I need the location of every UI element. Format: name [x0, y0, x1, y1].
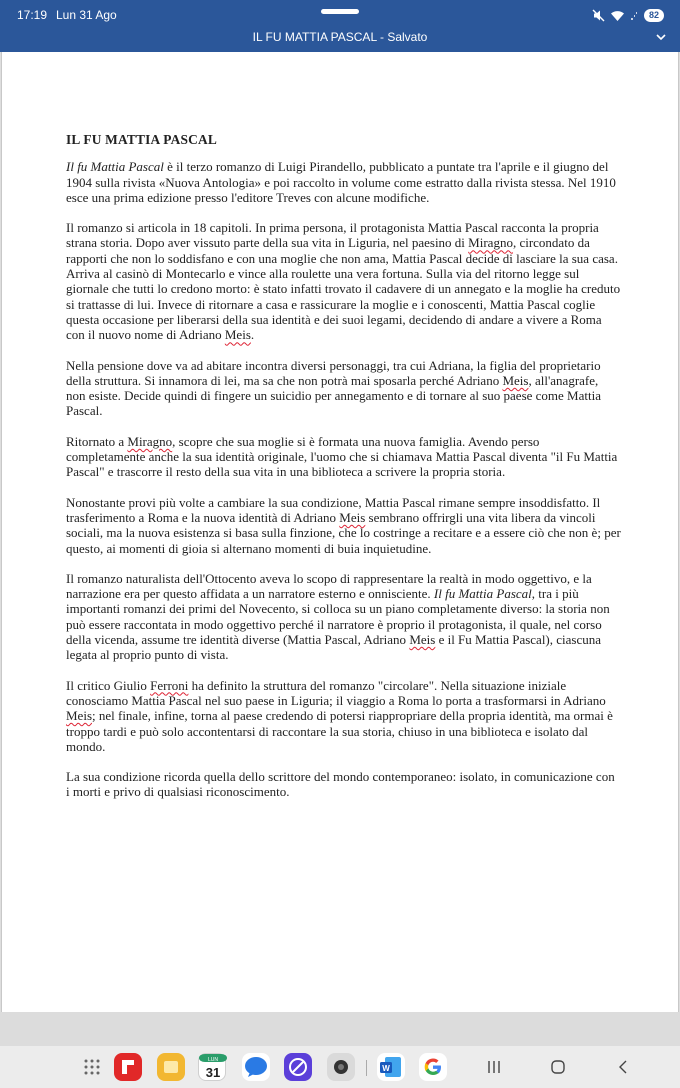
calendar-month: LUN [207, 1057, 219, 1063]
italic-title: Il fu Mattia Pascal [433, 586, 532, 602]
italic-title: Il fu Mattia Pascal [66, 159, 164, 175]
document-heading: IL FU MATTIA PASCAL [66, 132, 217, 147]
camera-icon[interactable] [327, 1053, 355, 1081]
paragraph-3 [66, 358, 621, 419]
messages-icon[interactable] [242, 1053, 270, 1081]
flipboard-icon[interactable] [114, 1053, 142, 1081]
document-page[interactable] [1, 52, 679, 1012]
document-title[interactable]: IL FU MATTIA PASCAL - Salvato [252, 30, 428, 44]
wifi-icon [610, 9, 625, 22]
spellcheck-word[interactable]: Meis [66, 708, 92, 724]
chevron-down-icon[interactable] [654, 30, 668, 44]
paragraph-text: ha definito la struttura del romanzo "circolare". Nella situazione iniziale conosciamo Mattia Pascal nel suo paese in Liguria; il viaggio a Roma lo porta a trasformarsi in Adriano [66, 677, 606, 708]
spellcheck-word[interactable]: Meis [502, 372, 529, 388]
spellcheck-word[interactable]: Meis [409, 632, 436, 648]
multiwindow-handle[interactable] [321, 9, 359, 14]
paragraph-text: Il critico Giulio [66, 677, 151, 693]
paragraph-text: , circondato da rapporti che non lo soddisfano e con una moglie che non ama, Mattia Pascal decide di lasciare la sua casa. Arriva al casinò di Montecarlo e vince alla roulette una vera fortuna. Sulla via del ritorno legge sul giornale che tutti lo credono morto: è stato infatti trovato il cadavere di un annegato e la moglie ha creduto si trattasse di lui. Invece di ritornare a casa e rassicurare la moglie e i conoscenti, Mattia Pascal coglie questa occasione per liberarsi della sua identità e dei suoi legami, decidendo di andare a vivere a Roma con il nuovo nome di Adriano [66, 235, 621, 343]
calendar-day: 31 [205, 1065, 221, 1080]
taskbar [0, 1046, 680, 1088]
paragraph-text: è il terzo romanzo di Luigi Pirandello, pubblicato a puntate tra l'aprile e il giugno del 1904 sulla rivista «Nuova Antologia» e poi raccolto in volume come estratto dalla rivista stessa. Nel 1910 esce una prima edizione presso l'editore Treves con alcune modifiche. [66, 159, 616, 205]
paragraph-text: , scopre che sua moglie si è formata una nuova famiglia. Avendo perso completamente anche la sua identità originale, l'uomo che si chiamava Mattia Pascal diventa "il Fu Mattia Pascal" e trascorre il resto della sua vita in una biblioteca a scrivere la propria storia. [66, 433, 618, 480]
title-bar [0, 0, 680, 52]
paragraph-text: Il romanzo naturalista dell'Ottocento aveva lo scopo di rappresentare la realtà in modo oggettivo, e la narrazione era per questo affidata a un narratore esterno e onnisciente. [66, 570, 592, 602]
dock-divider [366, 1060, 367, 1076]
paragraph-text: , tra i più importanti romanzi dei primi del Novecento, si colloca su un piano completamente diverso: la storia non può essere raccontata in modo oggettivo perché il narratore è proprio il protagonista, il quale, nel corso della vicenda, assume tre identità diverse (Mattia Pascal, Adriano [66, 586, 610, 648]
back-icon[interactable] [614, 1058, 632, 1076]
paragraph-2 [66, 220, 621, 342]
svg-text:W: W [382, 1064, 390, 1073]
paragraph-6 [66, 571, 621, 663]
notes-icon[interactable] [157, 1053, 185, 1081]
spellcheck-word[interactable]: Ferroni [150, 677, 189, 693]
paragraph-text: , all'anagrafe, non esiste. Decide quindi di fingere un suicidio per annegamento e di tornare al suo paese come Mattia Pascal. [66, 372, 601, 419]
page-gap [0, 1012, 680, 1046]
paragraph-text: sembrano offrirgli una vita libera da vincoli sociali, ma la nuova esistenza si basa sulla finzione, che lo costringe a recitare e a essere ciò che non è; per questo, ai momenti di gioia si alternano momenti di buia inquietudine. [66, 509, 621, 556]
calendar-icon[interactable] [198, 1053, 226, 1081]
battery-indicator: 82 [644, 9, 664, 22]
word-icon[interactable] [377, 1053, 405, 1081]
document-body[interactable] [66, 132, 621, 815]
paragraph-text: . [250, 327, 255, 343]
paragraph-5 [66, 495, 621, 556]
spellcheck-word[interactable]: Meis [224, 327, 251, 343]
paragraph-text: Ritornato a [66, 433, 128, 449]
paragraph-text: e il Fu Mattia Pascal), ciascuna legata al proprio punto di vista. [66, 632, 602, 663]
paragraph-text: Nonostante provi più volte a cambiare la sua condizione, Mattia Pascal rimane sempre insoddisfatto. Il trasferimento a Roma e la nuova identità di Adriano [66, 494, 601, 525]
app-drawer-icon[interactable] [78, 1053, 106, 1081]
recents-icon[interactable] [485, 1058, 503, 1076]
paragraph-1 [66, 159, 621, 205]
mute-icon [592, 9, 605, 22]
status-icons [592, 7, 664, 23]
spellcheck-word[interactable]: Meis [339, 509, 366, 525]
internet-icon[interactable] [284, 1053, 312, 1081]
google-icon[interactable] [419, 1053, 447, 1081]
paragraph-7 [66, 678, 621, 754]
spellcheck-word[interactable]: Miragno [127, 433, 173, 449]
status-date: Lun 31 Ago [56, 8, 117, 22]
paragraph-text: Nella pensione dove va ad abitare incontra diversi personaggi, tra cui Adriana, la figlia del proprietario della struttura. Si innamora di lei, ma sa che non potrà mai sposarla perché Adriano [66, 357, 601, 388]
home-icon[interactable] [549, 1058, 567, 1076]
signal-icon [630, 9, 639, 21]
spellcheck-word[interactable]: Miragno [468, 235, 513, 251]
paragraph-text: ; nel finale, infine, torna al paese credendo di potersi riappropriare della propria identità, ma ormai è troppo tardi e può solo accontentarsi di raccontare la sua storia, chiuso in una biblioteca e isolato dal mondo. [66, 708, 613, 754]
status-time: 17:19 [17, 8, 48, 22]
paragraph-text: Il romanzo si articola in 18 capitoli. In prima persona, il protagonista Mattia Pascal racconta la propria strana storia. Dopo aver vissuto parte della sua vita in Liguria, nel paesino di [66, 220, 599, 251]
bottom-area [0, 1012, 680, 1088]
paragraph-4 [66, 434, 621, 480]
paragraph-8: La sua condizione ricorda quella dello scrittore del mondo contemporaneo: isolato, in comunicazione con i morti e privo di qualsiasi riconoscimento. [66, 769, 615, 800]
